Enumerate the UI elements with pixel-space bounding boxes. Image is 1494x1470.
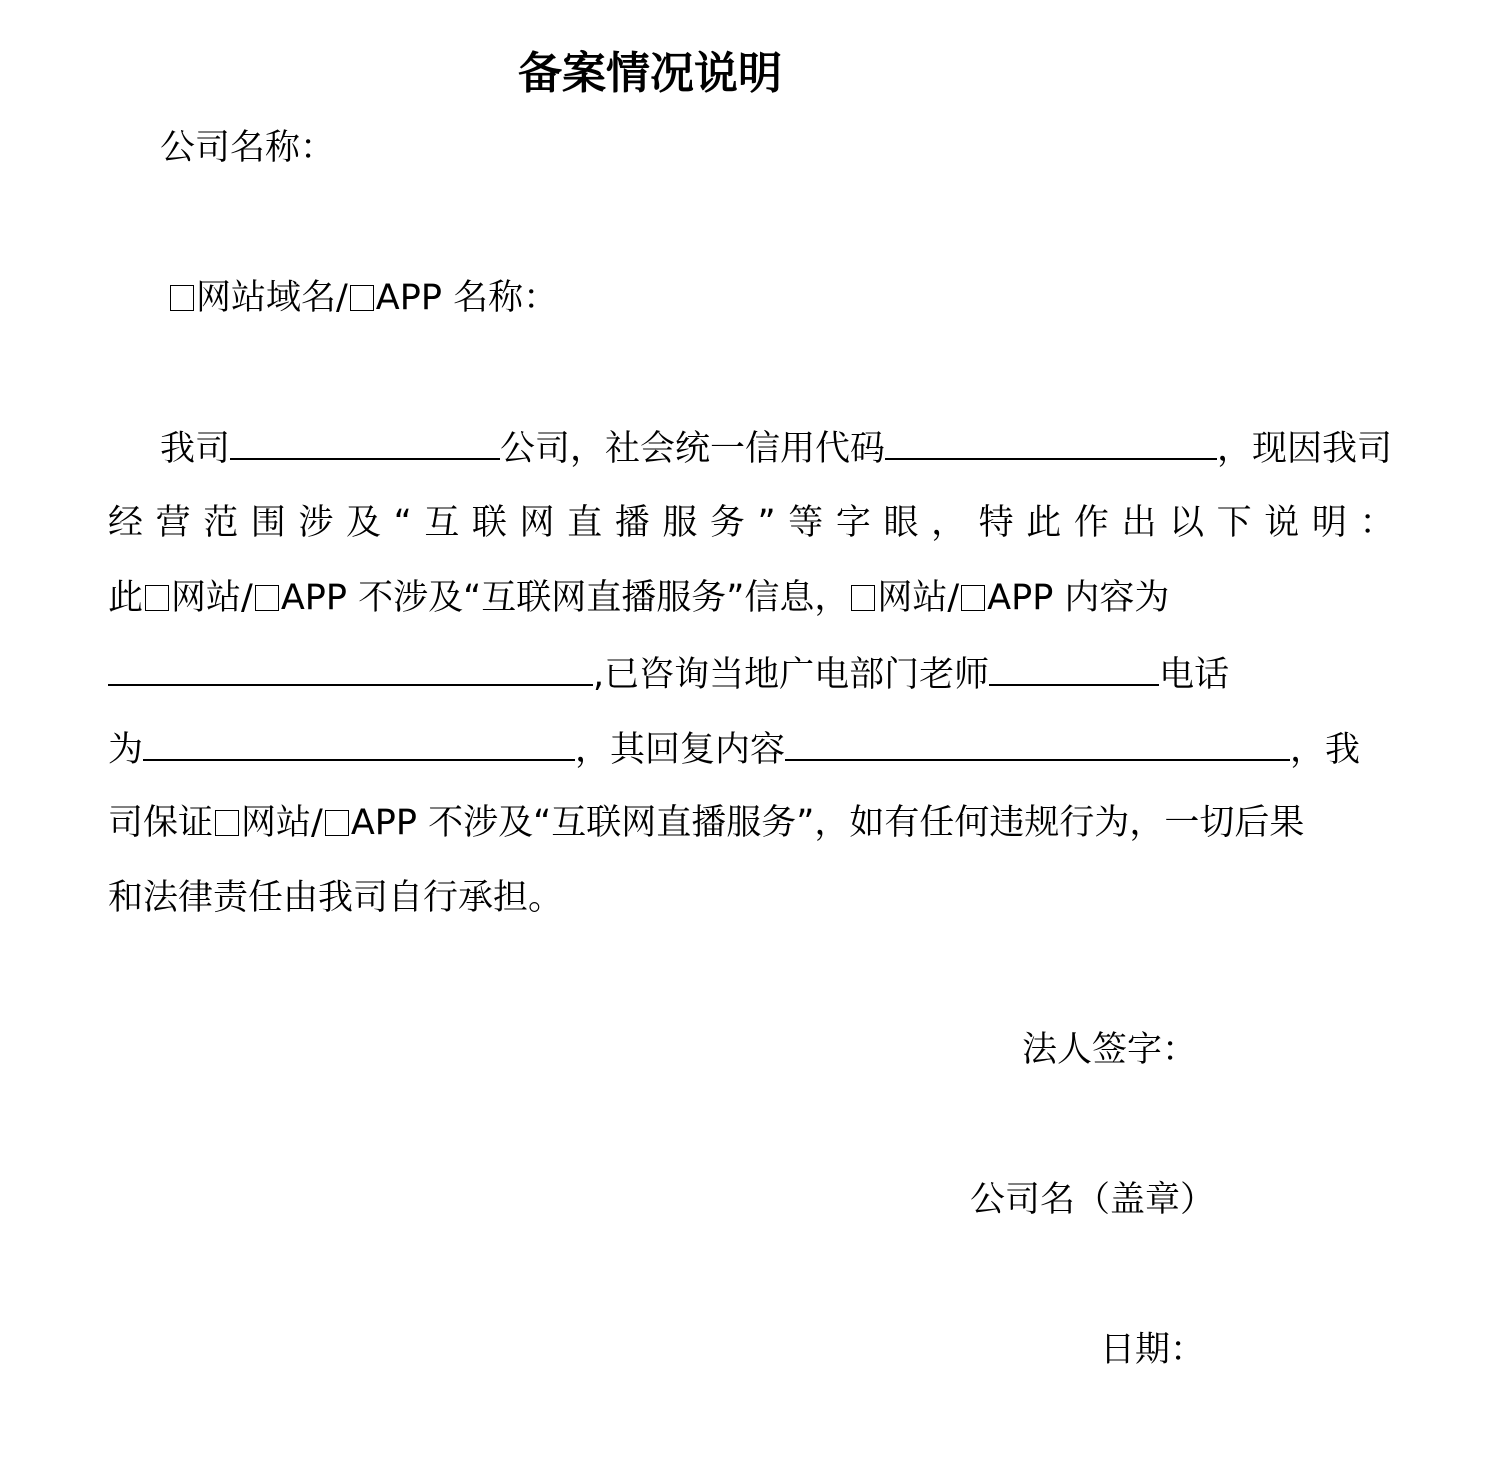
line6-consequences: APP 不涉及“互联网直播服务”，如有任何违规行为，一切后果 — [350, 803, 1305, 843]
line5-is: 为 — [108, 730, 144, 770]
teacher-name-blank[interactable] — [989, 648, 1159, 686]
website-checkbox[interactable] — [170, 285, 194, 311]
line6-app-checkbox[interactable] — [325, 810, 349, 836]
line1-now-because: ，现因我司 — [1217, 429, 1393, 469]
paragraph-line-6 — [108, 798, 1370, 848]
date-label: 日期： — [1100, 1330, 1206, 1370]
document-title: 备案情况说明 — [518, 48, 782, 99]
website-domain-label: 网站域名/ — [196, 278, 348, 318]
paragraph-line-5 — [108, 723, 1370, 775]
line3-this: 此 — [108, 578, 144, 618]
line6-website-label: 网站/ — [241, 803, 323, 843]
paragraph-line-4 — [108, 648, 1370, 700]
line1-credit-code-label: 公司，社会统一信用代码 — [500, 429, 886, 469]
credit-code-blank[interactable] — [885, 422, 1217, 460]
line3-content-is: APP 内容为 — [987, 578, 1170, 618]
paragraph-line-1 — [160, 422, 1393, 474]
line3-website-label: 网站/ — [171, 578, 253, 618]
app-name-label: APP 名称： — [375, 278, 559, 318]
line3-website-checkbox-2[interactable] — [851, 585, 875, 611]
paragraph-line-2: 经营范围涉及“互联网直播服务”等字眼，特此作出以下说明： — [108, 503, 1408, 543]
legal-person-signature-label: 法人签字： — [1022, 1030, 1198, 1070]
company-seal-label: 公司名（盖章） — [970, 1180, 1216, 1220]
line5-reply-content: ，其回复内容 — [575, 730, 786, 770]
paragraph-line-7: 和法律责任由我司自行承担。 — [108, 878, 564, 918]
line5-we: ，我 — [1290, 730, 1361, 770]
line3-app-checkbox-2[interactable] — [961, 585, 985, 611]
line4-phone: 电话 — [1159, 655, 1230, 695]
line3-not-involved: APP 不涉及“互联网直播服务”信息， — [280, 578, 850, 618]
line4-consulted: ,已咨询当地广电部门老师 — [593, 655, 990, 695]
line3-website-checkbox[interactable] — [145, 585, 169, 611]
company-name-blank[interactable] — [230, 422, 500, 460]
line3-website-label-2: 网站/ — [877, 578, 960, 618]
content-description-blank[interactable] — [108, 648, 593, 686]
phone-number-blank[interactable] — [143, 723, 575, 761]
company-name-label: 公司名称： — [160, 128, 336, 168]
line3-app-checkbox[interactable] — [255, 585, 279, 611]
line6-guarantee: 司保证 — [108, 803, 214, 843]
paragraph-line-3 — [108, 573, 1370, 623]
line1-we-company: 我司 — [160, 429, 231, 469]
domain-app-line — [168, 274, 558, 322]
reply-content-blank[interactable] — [785, 723, 1290, 761]
app-checkbox[interactable] — [350, 285, 374, 311]
line6-website-checkbox[interactable] — [215, 810, 239, 836]
